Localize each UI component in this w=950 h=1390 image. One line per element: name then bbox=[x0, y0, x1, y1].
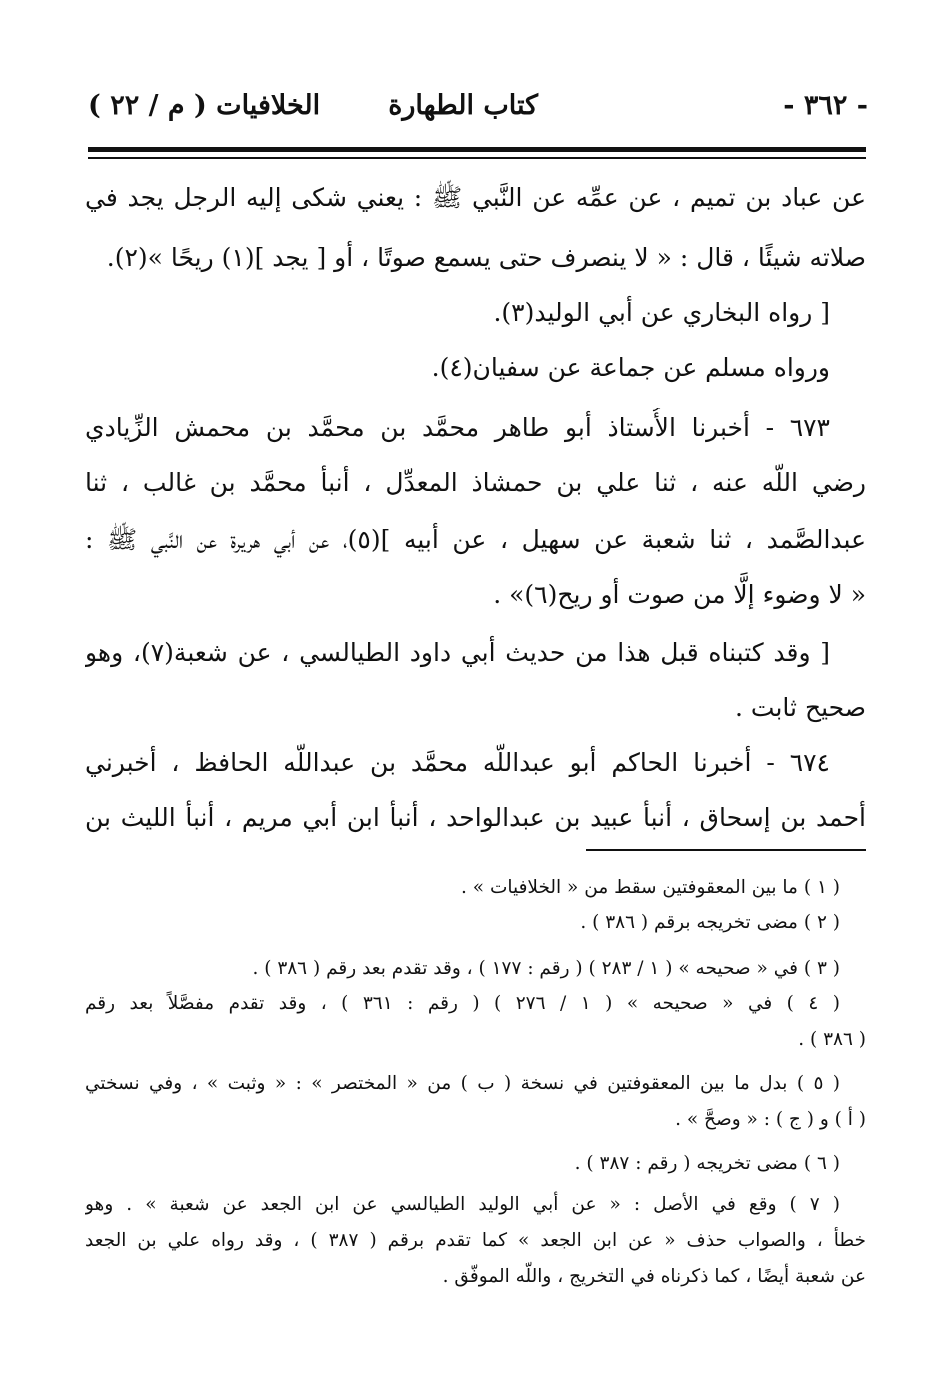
footnote-line: ( ٤ ) في « صحيحه » ( ١ / ٢٧٦ ) ( رقم : ٣٦١ ) ، وقد تقدم مفصَّلاً بعد رقم bbox=[85, 993, 840, 1014]
body-line: عبدالصَّمد ، ثنا شعبة عن سهيل ، عن أبيه ](٥)، عن أبي هريرة عن النَّبي ﷺ : bbox=[85, 525, 866, 554]
series-volume-label: الخلافيات ( م / ٢٢ ) bbox=[88, 90, 321, 121]
body-line: أحمد بن إسحاق ، أنبأ عبيد بن عبدالواحد ، أنبأ ابن أبي مريم ، أنبأ الليث بن bbox=[85, 803, 866, 832]
header-rule-thin bbox=[88, 157, 866, 159]
footnote-line: ( ٣ ) في « صحيحه » ( ١ / ٢٨٣ ) ( رقم : ١٧٧ ) ، وقد تقدم بعد رقم ( ٣٨٦ ) . bbox=[252, 958, 840, 979]
body-line: رضي اللّه عنه ، ثنا علي بن حمشاذ المعدِّل ، أنبأ محمَّد بن غالب ، ثنا bbox=[85, 468, 866, 497]
footnote-line: ( ٧ ) وقع في الأصل : « عن أبي الوليد الطيالسي عن ابن الجعد عن شعبة » . وهو bbox=[85, 1194, 840, 1215]
footnote-line: ( ٢ ) مضى تخريجه برقم ( ٣٨٦ ) . bbox=[580, 912, 840, 933]
page-header bbox=[88, 86, 868, 130]
body-line: « لا وضوء إلَّا من صوت أو ريح(٦)» . bbox=[493, 580, 866, 609]
body-line: صحيح ثابت . bbox=[735, 693, 866, 722]
body-line: صلاته شيئًا ، قال : « لا ينصرف حتى يسمع صوتًا ، أو [ يجد ](١) ريحًا »(٢). bbox=[106, 243, 866, 272]
body-line: [ رواه البخاري عن أبي الوليد(٣). bbox=[493, 298, 830, 327]
body-line: ٦٧٤ - أخبرنا الحاكم أبو عبداللّه محمَّد بن عبداللّه الحافظ ، أخبرني bbox=[85, 748, 830, 777]
footnote-line: ( أ ) و ( ج ) : « وصحَّ » . bbox=[675, 1109, 866, 1130]
footnote-line: ( ٦ ) مضى تخريجه ( رقم : ٣٨٧ ) . bbox=[574, 1153, 840, 1174]
header-rule-thick bbox=[88, 147, 866, 152]
book-title: كتاب الطهارة bbox=[388, 90, 538, 121]
footnote-line: ( ١ ) ما بين المعقوفتين سقط من « الخلافيات » . bbox=[460, 877, 840, 898]
footnote-line: عن شعبة أيضًا ، كما ذكرناه في التخريج ، واللّه الموفّق . bbox=[442, 1266, 866, 1287]
body-line: [ وقد كتبناه قبل هذا من حديث أبي داود الطيالسي ، عن شعبة(٧)، وهو bbox=[85, 638, 830, 667]
body-line: ورواه مسلم عن جماعة عن سفيان(٤). bbox=[431, 353, 830, 382]
page-number: - ٣٦٢ - bbox=[783, 90, 868, 121]
body-line: عن عباد بن تميم ، عن عمِّه عن النَّبي ﷺ : يعني شكى إليه الرجل يجد في bbox=[85, 183, 866, 212]
footnote-line: ( ٣٨٦ ) . bbox=[798, 1029, 866, 1050]
footnote-line: خطأ ، والصواب حذف « عن ابن الجعد » كما تقدم برقم ( ٣٨٧ ) ، وقد رواه علي بن الجعد bbox=[85, 1230, 866, 1251]
footnote-separator bbox=[586, 849, 866, 851]
body-line: ٦٧٣ - أخبرنا الأُستاذ أبو طاهر محمَّد بن محمَّد بن محمش الزِّيادي bbox=[85, 413, 830, 442]
footnote-line: ( ٥ ) بدل ما بين المعقوفتين في نسخة ( ب ) من « المختصر » : « وثبت » ، وفي نسختي bbox=[85, 1073, 840, 1094]
